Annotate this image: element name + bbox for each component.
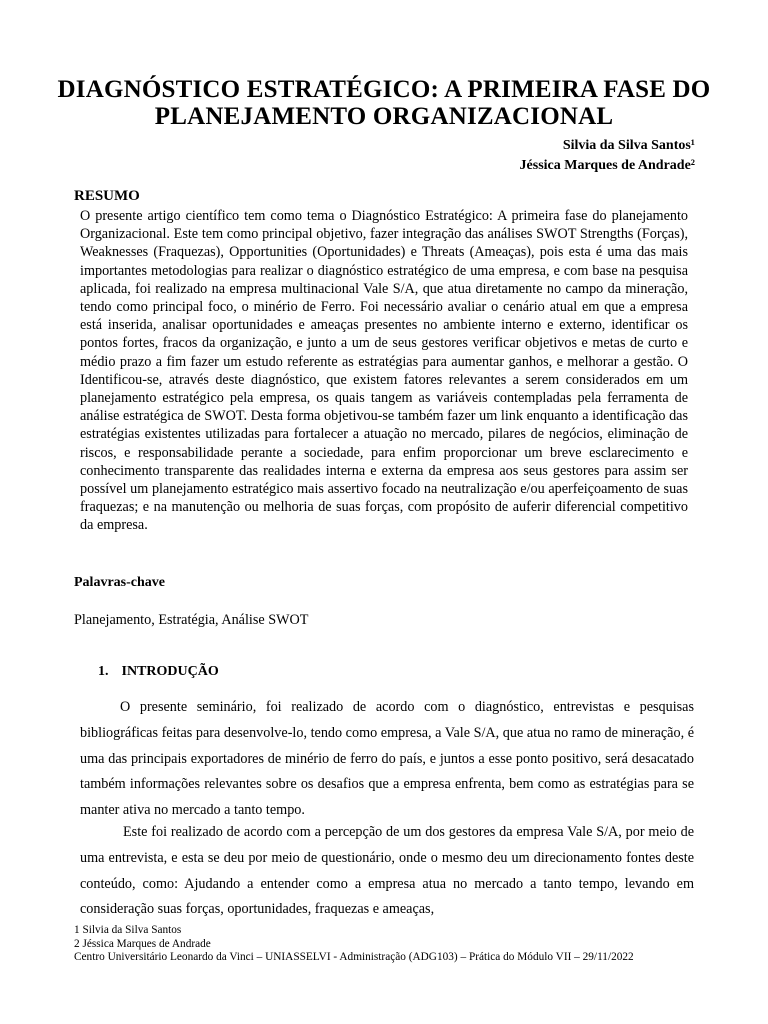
abstract-text: O presente artigo científico tem como tema o Diagnóstico Estratégico: A primeira fase do planejamento Organizacional. Este tem como principal objetivo, fazer integração das análises SWOT Strengths (Forças), Weaknesses (Fraquezas), Opportunities (Oportunidades) e Threats (Ameaças), pois esta é uma das mais importantes metodologias para realizar o diagnóstico estratégico de uma empresa, e com base na pesquisa aplicada, foi realizado na empresa multinacional Vale S/A, que atua diretamente no campo da mineração, tendo como principal foco, o minério de Ferro. Foi necessário avaliar o cenário atual em que a empresa está inserida, analisar oportunidades e ameaças presentes no ambiente interno e externo, identificar os pontos fortes, fracos da organização, e junto a um de seus gestores verificar objetivos e metas de curto e médio prazo a fim fazer um estudo referente as estratégias para aumentar ganhos, e melhorar a gestão. O Identificou-se, através deste diagnóstico, que existem fatores relevantes a serem considerados em um planejamento estratégico pela empresa, os quais tangem as variáveis contempladas pela ferramenta de análise estratégica de SWOT. Desta forma objetivou-se também fazer um link enquanto a identificação das estratégias existentes utilizadas para fortalecer a atuação no mercado, pilares de negócios, eliminação de riscos, e responsabilidade perante a sociedade, para enfim proporcionar um breve esclarecimento e conhecimento transparente das realidades interna e externa da empresa aos seus gestores para assim ser possível um planejamento estratégico mais assertivo focado na neutralização e/ou aperfeiçoamento de suas fraquezas; e na manutenção ou melhoria de suas forças, com propósito de auferir diferencial competitivo da empresa. xyxy=(80,208,688,534)
abstract-heading: RESUMO xyxy=(74,188,140,204)
keywords-heading: Palavras-chave xyxy=(74,575,165,590)
author-1: Silvia da Silva Santos¹ xyxy=(562,138,695,153)
section-title: INTRODUÇÃO xyxy=(121,664,219,679)
keywords-text: Planejamento, Estratégia, Análise SWOT xyxy=(74,612,309,628)
author-list xyxy=(520,136,695,176)
paper-title: DIAGNÓSTICO ESTRATÉGICO: A PRIMEIRA FASE DO PLANEJAMENTO ORGANIZACIONAL xyxy=(57,76,711,130)
footnote-2: 2 Jéssica Marques de Andrade xyxy=(74,937,211,950)
intro-paragraph-1: O presente seminário, foi realizado de acordo com o diagnóstico, entrevistas e pesquisas bibliográficas feitas para desenvolve-lo, tendo como empresa, a Vale S/A, que atua no ramo de mineração, é uma das principais exportadores de minério de ferro do país, e juntos a esse ponto positivo, será desacatado também informações relevantes sobre os desafios que a empresa enfrenta, bem como as estratégias para se manter ativa no mercado a tanto tempo. xyxy=(80,699,694,819)
introduction-heading xyxy=(98,664,219,680)
author-2: Jéssica Marques de Andrade² xyxy=(519,158,695,173)
section-number: 1. xyxy=(98,664,109,679)
footnote-1: 1 Silvia da Silva Santos xyxy=(74,924,182,936)
footnotes xyxy=(74,924,694,965)
footnote-institution: Centro Universitário Leonardo da Vinci – UNIASSELVI - Administração (ADG103) – Prática do Módulo VII – 29/11/2022 xyxy=(74,951,634,963)
intro-paragraph-2: Este foi realizado de acordo com a percepção de um dos gestores da empresa Vale S/A, por meio de uma entrevista, e esta se deu por meio de questionário, onde o mesmo deu um direcionamento fontes deste conteúdo, como: Ajudando a entender como a empresa atua no mercado a tanto tempo, levando em consideração suas forças, oportunidades, fraquezas e ameaças, xyxy=(80,824,694,918)
